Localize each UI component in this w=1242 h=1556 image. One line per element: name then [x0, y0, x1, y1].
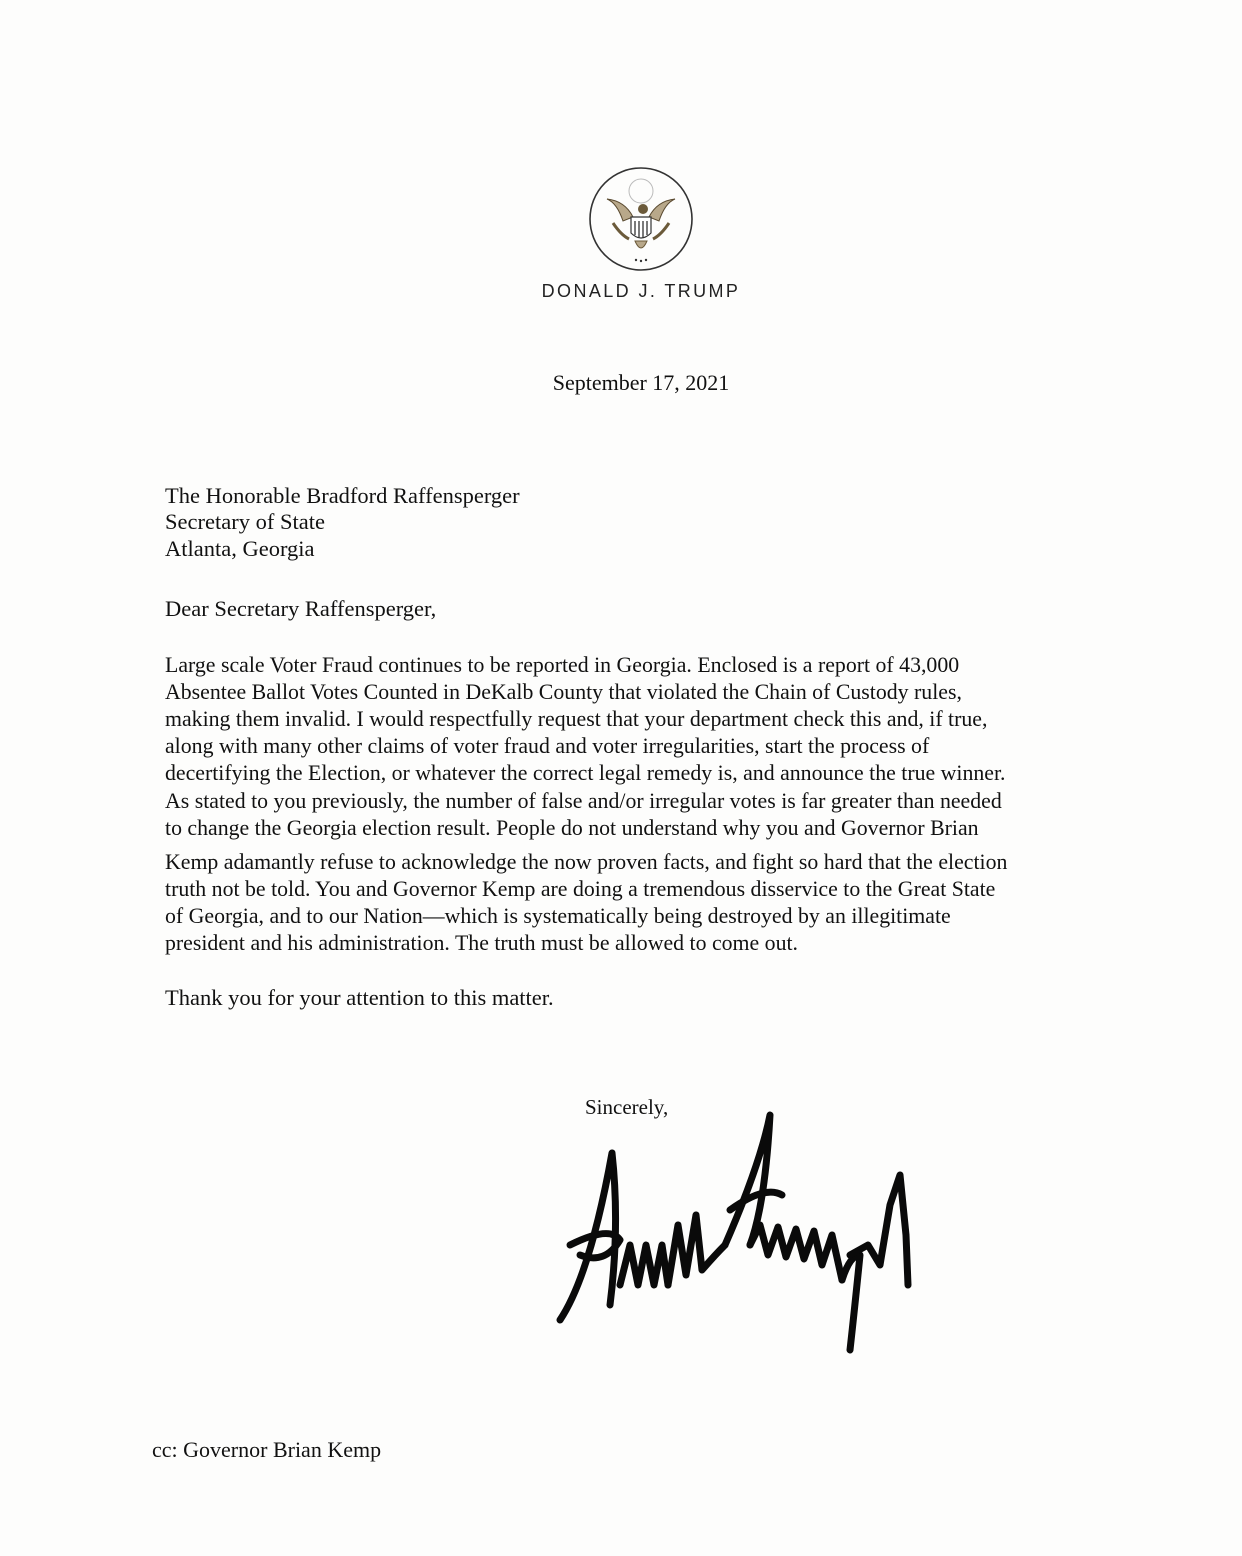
body-line: of Georgia, and to our Nation—which is systematically being destroyed by an illegitimate	[165, 903, 951, 928]
closing-line: Thank you for your attention to this matter.	[165, 985, 554, 1010]
body-line: Kemp adamantly refuse to acknowledge the now proven facts, and fight so hard that the election	[165, 849, 1008, 874]
body-line: Large scale Voter Fraud continues to be reported in Georgia. Enclosed is a report of 43,000	[165, 652, 960, 677]
body-line: truth not be told. You and Governor Kemp are doing a tremendous disservice to the Great State	[165, 876, 996, 901]
signature	[550, 1105, 920, 1360]
letter-date: September 17, 2021	[552, 370, 730, 395]
recipient-location: Atlanta, Georgia	[165, 536, 315, 561]
valediction: Sincerely,	[585, 1095, 669, 1119]
body-line: president and his administration. The truth must be allowed to come out.	[165, 930, 799, 955]
recipient-name: The Honorable Bradford Raffensperger	[165, 483, 520, 508]
great-seal-icon	[587, 165, 695, 273]
body-line: making them invalid. I would respectfully request that your department check this and, if true,	[165, 706, 988, 731]
salutation: Dear Secretary Raffensperger,	[165, 596, 437, 621]
body-line: to change the Georgia election result. People do not understand why you and Governor Brian	[165, 815, 979, 840]
letterhead-name: DONALD J. TRUMP	[541, 281, 741, 301]
recipient-title: Secretary of State	[165, 509, 325, 534]
body-line: along with many other claims of voter fraud and voter irregularities, start the process of	[165, 733, 930, 758]
body-line: As stated to you previously, the number of false and/or irregular votes is far greater than needed	[165, 788, 1002, 813]
body-line: Absentee Ballot Votes Counted in DeKalb County that violated the Chain of Custody rules,	[165, 679, 962, 704]
cc-line: cc: Governor Brian Kemp	[152, 1437, 382, 1462]
body-line: decertifying the Election, or whatever the correct legal remedy is, and announce the true winner.	[165, 760, 1006, 785]
